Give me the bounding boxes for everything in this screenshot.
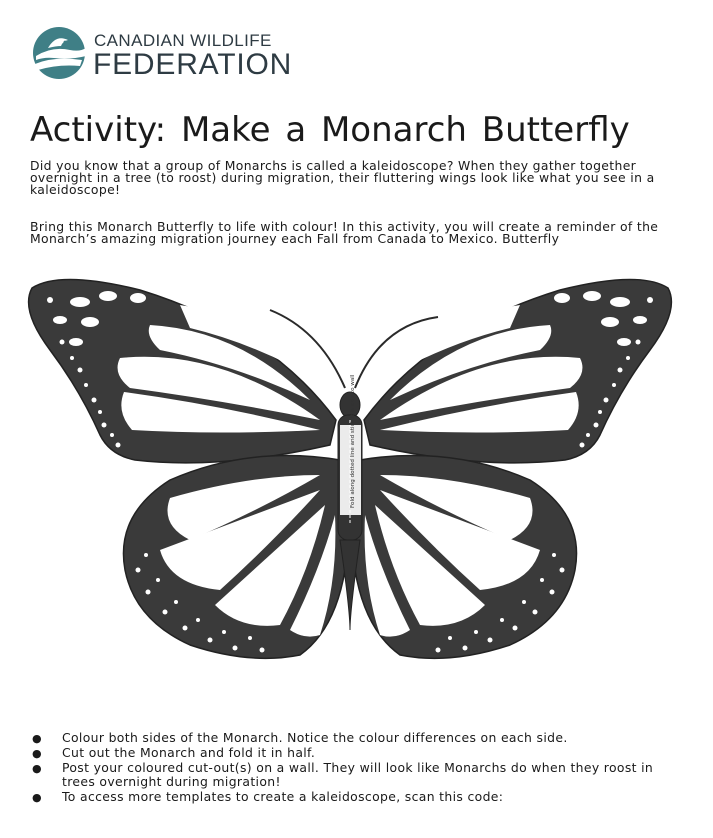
list-item: ● Colour both sides of the Monarch. Notice the colour differences on each side. [32,730,568,745]
bullet-icon: ● [32,747,42,760]
loon-bird-logo-icon [30,26,88,80]
page-title: Activity: Make a Monarch Butterfly [30,110,630,150]
list-item: ● To access more templates to create a kaleidoscope, scan this code: [32,789,504,804]
left-wings [29,279,345,658]
bullet-icon: ● [32,762,42,775]
list-item: ● Post your coloured cut-out(s) on a wall. They will look like Monarchs do when they roost in trees overnight during migration! [32,760,654,789]
bullet-icon: ● [32,791,42,804]
fold-instruction-label: Fold along dotted line and stick this side to wall [350,374,356,508]
monarch-butterfly-outline [20,270,680,680]
intro-paragraph-activity: Bring this Monarch Butterfly to life with colour! In this activity, you will create a reminder of the Monarch’s amazing migration journey each Fall from Canada to Mexico. Butterfly [30,219,659,247]
cwf-logo [30,26,293,82]
bullet-icon: ● [32,732,42,745]
logo-text-bottom: FEDERATION [93,48,293,81]
intro-paragraph-kaleidoscope: Did you know that a group of Monarchs is called a kaleidoscope? When they gather together overnight in a tree (to roost) during migration, their fluttering wings look like what you see in a kaleidoscope! [30,158,655,198]
list-item: ● Cut out the Monarch and fold it in half. [32,745,316,760]
logo-text-top: CANADIAN WILDLIFE [94,31,272,50]
instruction-list [30,731,690,805]
butterfly-body [338,374,362,630]
